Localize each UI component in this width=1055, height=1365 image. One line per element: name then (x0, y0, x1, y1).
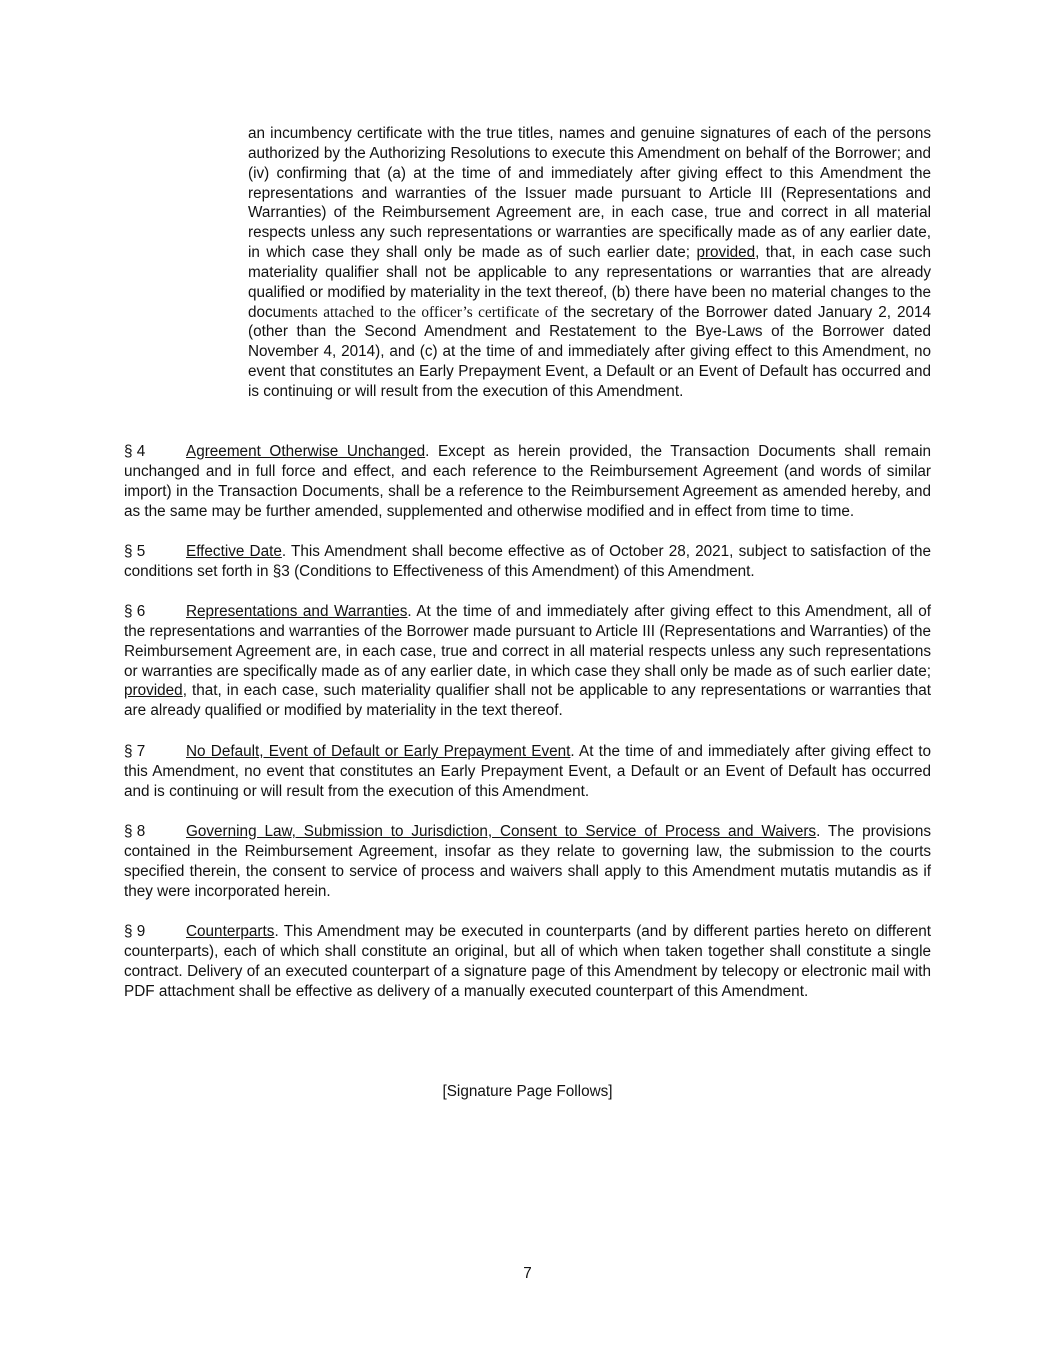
section-7 (124, 742, 931, 802)
section-4 (124, 442, 931, 521)
section-heading: Representations and Warranties (186, 603, 408, 620)
section-9 (124, 922, 931, 1001)
section-text: . This Amendment shall become effective as of October 28, 2021, subject to satisfaction of the conditions set forth in §3 (Conditions to Effectiveness of this Amendment) of this Amendment. (124, 543, 931, 580)
section-number: § 8 (124, 823, 146, 840)
section-text: . This Amendment may be executed in counterparts (and by different parties hereto on different counterparts), each of which shall constitute an original, but all of which when taken together shall constitute a single contract. Delivery of an executed counterpart of a signature page of this Amendment by telecopy or electronic mail with PDF attachment shall be effective as delivery of a manually executed counterpart of this Amendment. (124, 923, 931, 1000)
section-number: § 5 (124, 543, 146, 560)
section-number: § 9 (124, 923, 146, 940)
section-heading: Governing Law, Submission to Jurisdiction, Consent to Service of Process and Waivers (186, 823, 817, 840)
section-heading: Effective Date (186, 543, 282, 560)
continuation-text-serif: ments attached to the officer’s certificate of (281, 303, 558, 321)
continuation-text-3: the secretary of the Borrower dated January 2, 2014 (other than the Second Amendment and Restatement to the Bye-Laws of the Borrower dated November 4, 2014), and (c) at the time of and immediately after giving effect to this Amendment, no event that constitutes an Early Prepayment Event, a Default or an Event of Default has occurred and is continuing or will result from the execution of this Amendment. (248, 303, 931, 400)
page-number: 7 (523, 1265, 532, 1282)
section-heading: No Default, Event of Default or Early Prepayment Event (186, 743, 571, 760)
continuation-text-1: an incumbency certificate with the true titles, names and genuine signatures of each of the persons authorized by the Authorizing Resolutions to execute this Amendment on behalf of the Borrower; and (iv) confirming that (a) at the time of and immediately after giving effect to this Amendment the representations and warranties of the Issuer made pursuant to Article III (Representations and Warranties) of the Reimbursement Agreement are, in each case, true and correct in all material respects unless any such representations or warranties are specifically made as of any earlier date, in which case they shall only be made as of such earlier date; (248, 125, 931, 262)
section-5 (124, 542, 931, 582)
section-6 (124, 602, 931, 721)
section-text: . At the time of and immediately after giving effect to this Amendment, all of the representations and warranties of the Borrower made pursuant to Article III (Representations and Warranties) of the Reimbursement Agreement are, in each case, true and correct in all material respects unless any such representations or warranties are specifically made as of any earlier date, in which case they shall only be made as of such earlier date; (124, 603, 931, 680)
section-number: § 7 (124, 743, 146, 760)
section-text: . The provisions contained in the Reimbursement Agreement, insofar as they relate to governing law, the submission to the courts specified therein, the consent to service of process and waivers shall apply to this Amendment mutatis mutandis as if they were incorporated herein. (124, 823, 931, 900)
provided-term: provided (124, 682, 183, 700)
provided-term: provided (696, 244, 756, 262)
section-number: § 4 (124, 443, 146, 460)
section-number: § 6 (124, 603, 146, 620)
continuation-paragraph (248, 124, 931, 402)
section-text: . Except as herein provided, the Transaction Documents shall remain unchanged and in full force and effect, and each reference to the Reimbursement Agreement (and words of similar import) in the Transaction Documents, shall be a reference to the Reimbursement Agreement as amended hereby, and as the same may be further amended, supplemented and otherwise modified and in effect from time to time. (124, 443, 931, 520)
section-text: , that, in each case, such materiality qualifier shall not be applicable to any representations or warranties that are already qualified or modified by materiality in the text thereof. (124, 682, 931, 720)
continuation-text-2: , that, in each case such materiality qualifier shall not be applicable to any representations or warranties that are already qualified or modified by materiality in the text thereof, (b) there have been no material changes to the docu (248, 244, 932, 321)
section-heading: Counterparts (186, 923, 275, 940)
section-heading: Agreement Otherwise Unchanged (186, 443, 426, 460)
section-8 (124, 822, 931, 901)
signature-page-note: [Signature Page Follows] (442, 1083, 613, 1100)
section-text: . At the time of and immediately after giving effect to this Amendment, no event that constitutes an Early Prepayment Event, a Default or an Event of Default has occurred and is continuing or will result from the execution of this Amendment. (124, 743, 931, 800)
